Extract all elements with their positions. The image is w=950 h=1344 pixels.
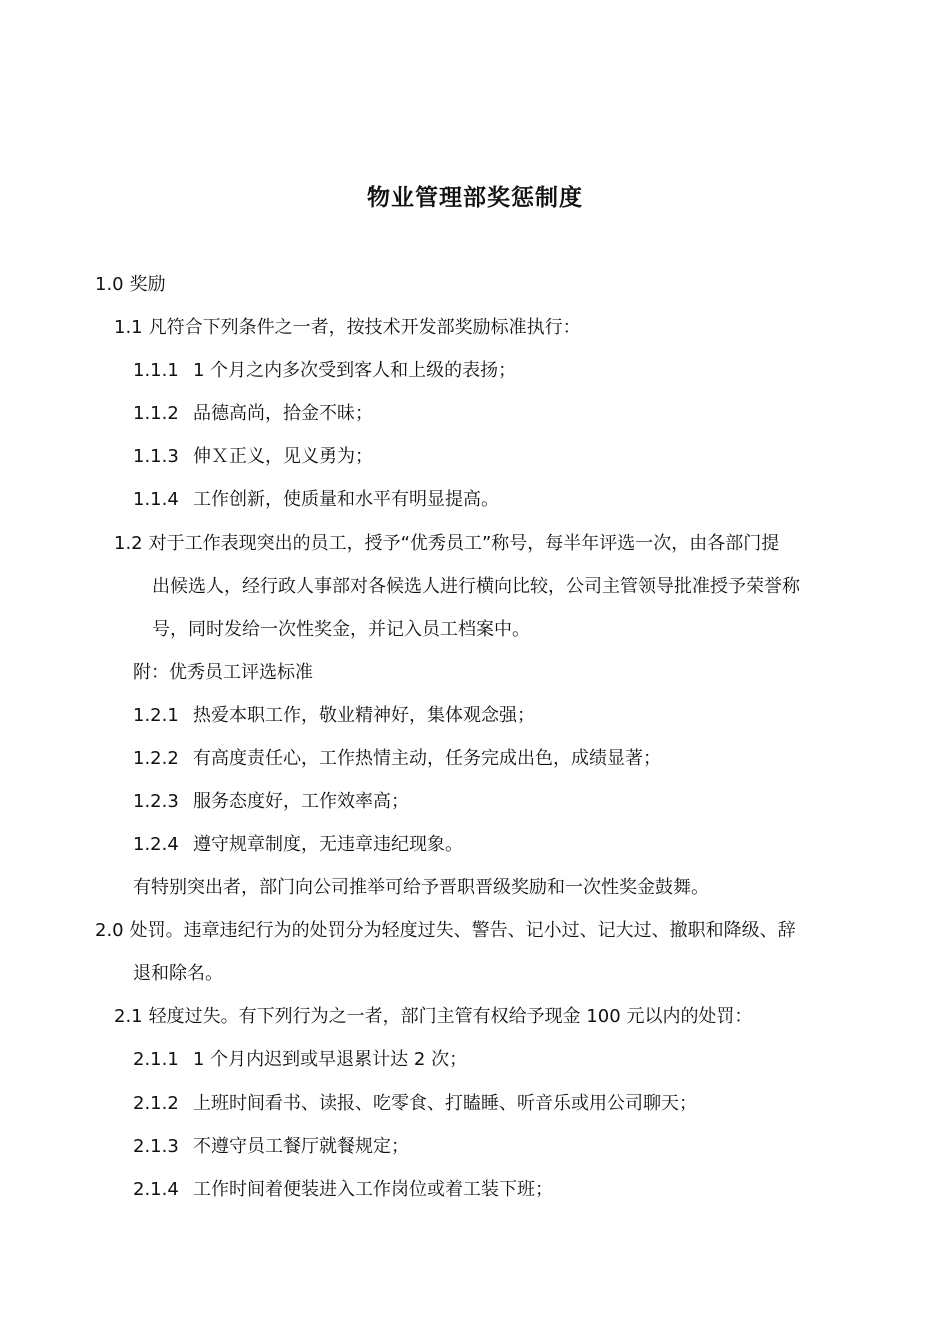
section-1-2-cont-2: [152, 615, 530, 645]
line-number: 1.1.2: [133, 403, 179, 424]
line-number: 1.2.3: [133, 791, 179, 812]
line-number: 2.1.2: [133, 1093, 179, 1114]
line-text: 工作创新，使质量和水平有明显提高。: [193, 489, 499, 510]
line-number: 2.1.1: [133, 1049, 179, 1070]
line-number: 2.1: [114, 1006, 143, 1027]
line-text: 品德高尚，拾金不昧；: [193, 403, 373, 424]
item-2-1-1: [133, 1045, 467, 1075]
item-1-1-4: [133, 485, 499, 515]
line-number: 1.1: [114, 317, 143, 338]
line-text: 不遵守员工餐厅就餐规定；: [193, 1136, 409, 1157]
item-1-2-1: [133, 701, 535, 731]
appendix-heading: [133, 658, 313, 688]
line-number: 1.2.4: [133, 834, 179, 855]
line-text: 伸Ｘ正义，见义勇为；: [193, 446, 373, 467]
line-number: 1.1.1: [133, 360, 179, 381]
line-number: 1.1.3: [133, 446, 179, 467]
line-text: 凡符合下列条件之一者，按技术开发部奖励标准执行：: [148, 317, 581, 338]
section-2-1: [114, 1002, 752, 1032]
item-1-1-2: [133, 399, 373, 429]
line-number: 2.0: [95, 920, 124, 941]
item-1-2-4: [133, 830, 463, 860]
line-text: 附：优秀员工评选标准: [133, 662, 313, 683]
line-text: 号，同时发给一次性奖金，并记入员工档案中。: [152, 619, 530, 640]
item-2-1-4: [133, 1175, 553, 1205]
line-number: 1.2: [114, 533, 143, 554]
line-text: 上班时间看书、读报、吃零食、打瞌睡、听音乐或用公司聊天；: [193, 1093, 697, 1114]
section-2-0: [95, 916, 796, 946]
line-number: 2.1.4: [133, 1179, 179, 1200]
line-text: 有高度责任心，工作热情主动，任务完成出色，成绩显著；: [193, 748, 661, 769]
line-number: 1.1.4: [133, 489, 179, 510]
section-1-2: [114, 529, 779, 559]
line-text: 处罚。违章违纪行为的处罚分为轻度过失、警告、记小过、记大过、撤职和降级、辞: [129, 920, 796, 941]
line-text: 奖励: [129, 274, 166, 295]
line-text: 1 个月之内多次受到客人和上级的表扬；: [193, 360, 517, 381]
item-1-1-1: [133, 356, 516, 386]
line-text: 对于工作表现突出的员工，授予“优秀员工”称号，每半年评选一次，由各部门提: [148, 533, 780, 554]
line-number: 1.0: [95, 274, 124, 295]
line-text: 遵守规章制度，无违章违纪现象。: [193, 834, 463, 855]
line-number: 1.2.2: [133, 748, 179, 769]
line-text: 轻度过失。有下列行为之一者，部门主管有权给予现金 100 元以内的处罚：: [148, 1006, 753, 1027]
line-text: 出候选人，经行政人事部对各候选人进行横向比较，公司主管领导批准授予荣誉称: [152, 576, 800, 597]
document-title: 物业管理部奖惩制度: [367, 185, 583, 211]
line-text: 退和除名。: [133, 963, 223, 984]
line-text: 服务态度好，工作效率高；: [193, 791, 409, 812]
line-text: 有特别突出者，部门向公司推举可给予晋职晋级奖励和一次性奖金鼓舞。: [133, 877, 709, 898]
line-text: 工作时间着便装进入工作岗位或着工装下班；: [193, 1179, 553, 1200]
line-number: 2.1.3: [133, 1136, 179, 1157]
item-1-2-3: [133, 787, 409, 817]
section-1-2-cont-1: [152, 572, 800, 602]
line-text: 热爱本职工作，敬业精神好，集体观念强；: [193, 705, 535, 726]
special-note: [133, 873, 709, 903]
section-1-0: [95, 270, 166, 300]
line-text: 1 个月内迟到或早退累计达 2 次；: [193, 1049, 468, 1070]
section-1-1: [114, 313, 581, 343]
section-2-0-cont: [133, 959, 223, 989]
item-1-1-3: [133, 442, 373, 472]
line-number: 1.2.1: [133, 705, 179, 726]
item-2-1-2: [133, 1089, 697, 1119]
item-2-1-3: [133, 1132, 409, 1162]
item-1-2-2: [133, 744, 661, 774]
